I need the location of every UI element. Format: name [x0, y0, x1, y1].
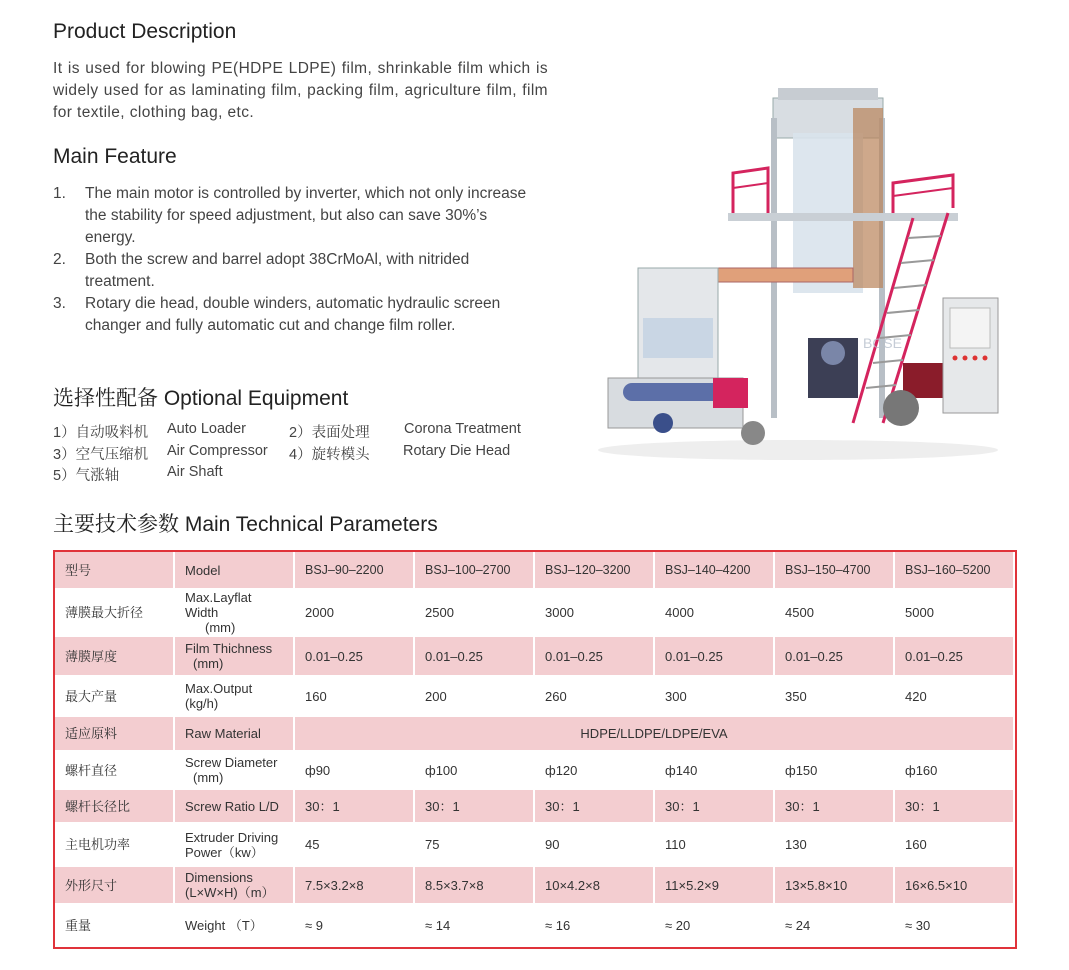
table-cell: 160 [295, 677, 415, 717]
param-en-line1: Film Thichness [185, 641, 273, 656]
table-cell: 200 [415, 677, 535, 717]
param-cn: 重量 [55, 905, 175, 947]
option-cn: 3）空气压缩机 [53, 446, 149, 463]
table-cell: 7.5×3.2×8 [295, 867, 415, 905]
param-en [175, 824, 295, 867]
table-cell: ф100 [415, 752, 535, 790]
option-en: Rotary Die Head [403, 442, 511, 459]
product-description-text: It is used for blowing PE(HDPE LDPE) film, shrinkable film which is widely used for as laminating film, packing film, agriculture film, film for textile, clothing bag, etc. [53, 60, 548, 121]
table-cell: BSJ–140–4200 [655, 552, 775, 590]
table-cell: 45 [295, 824, 415, 867]
table-cell: 30：1 [895, 790, 1015, 824]
param-en [175, 590, 295, 637]
param-en-line2: (mm) [205, 620, 236, 635]
table-cell: 0.01–0.25 [775, 637, 895, 677]
param-en-line2: (mm) [193, 656, 224, 671]
product-description-heading: Product Description [53, 20, 237, 43]
optional-equipment-heading: 选择性配备 Optional Equipment [53, 387, 349, 410]
param-en-line1: Extruder Driving [185, 829, 279, 845]
param-cn: 最大产量 [55, 677, 175, 717]
option-en: Auto Loader [167, 421, 247, 437]
param-cn: 适应原料 [55, 717, 175, 752]
param-en [175, 752, 295, 790]
table-cell: 0.01–0.25 [295, 637, 415, 677]
param-en-line2: (L×W×H)（m） [185, 885, 275, 900]
feature-item [53, 183, 533, 249]
table-cell: 13×5.8×10 [775, 867, 895, 905]
table-row [55, 790, 1015, 824]
table-row [55, 867, 1015, 905]
film-blowing-machine-image [583, 78, 1013, 470]
table-cell: 0.01–0.25 [415, 637, 535, 677]
param-cn: 型号 [55, 552, 175, 590]
table-row [55, 752, 1015, 790]
table-cell: 4000 [655, 590, 775, 637]
table-cell: ф90 [295, 752, 415, 790]
param-en: Model [175, 552, 295, 590]
table-cell: 8.5×3.7×8 [415, 867, 535, 905]
param-en: Max.Output (kg/h) [175, 677, 295, 717]
param-cn: 薄膜厚度 [55, 637, 175, 677]
table-cell: ф140 [655, 752, 775, 790]
feature-item [53, 293, 533, 337]
table-cell: 2500 [415, 590, 535, 637]
table-cell: ф150 [775, 752, 895, 790]
table-cell: 110 [655, 824, 775, 867]
param-en-line1: Screw Diameter [185, 755, 278, 770]
table-cell: ≈ 9 [295, 905, 415, 947]
param-cn: 螺杆长径比 [55, 790, 175, 824]
table-cell: ≈ 20 [655, 905, 775, 947]
table-cell: 4500 [775, 590, 895, 637]
param-en: Screw Ratio L/D [175, 790, 295, 824]
table-cell: 75 [415, 824, 535, 867]
param-en-line2: Power（kw） [185, 844, 264, 860]
table-cell: ≈ 24 [775, 905, 895, 947]
table-cell: 30：1 [535, 790, 655, 824]
feature-text: Rotary die head, double winders, automatic hydraulic screen changer and fully automatic cut and change film roller. [85, 295, 501, 334]
watermark-text: BOSE [863, 335, 902, 351]
table-cell: ф120 [535, 752, 655, 790]
table-cell: 30：1 [415, 790, 535, 824]
table-cell: ≈ 30 [895, 905, 1015, 947]
table-row [55, 717, 1015, 752]
table-cell: 30：1 [295, 790, 415, 824]
feature-list [53, 183, 533, 337]
feature-number: 1. [53, 185, 66, 202]
table-row [55, 905, 1015, 947]
table-cell: 260 [535, 677, 655, 717]
table-cell: 160 [895, 824, 1015, 867]
param-en-line1: Dimensions [185, 870, 253, 885]
table-cell: 0.01–0.25 [895, 637, 1015, 677]
table-cell: ф160 [895, 752, 1015, 790]
table-cell: 2000 [295, 590, 415, 637]
param-en [175, 637, 295, 677]
option-cn: 5）气涨轴 [53, 468, 120, 484]
table-row [55, 637, 1015, 677]
table-cell: 300 [655, 677, 775, 717]
option-cn: 4）旋转模头 [289, 446, 370, 463]
param-cn: 外形尺寸 [55, 867, 175, 905]
param-cn: 薄膜最大折径 [55, 590, 175, 637]
table-cell: 30：1 [655, 790, 775, 824]
table-cell: 0.01–0.25 [535, 637, 655, 677]
option-en: Air Compressor [167, 442, 268, 459]
table-cell-merged: HDPE/LLDPE/LDPE/EVA [295, 717, 1015, 752]
table-cell: 10×4.2×8 [535, 867, 655, 905]
option-en: Air Shaft [167, 464, 223, 480]
table-cell: BSJ–150–4700 [775, 552, 895, 590]
param-en-line1: Max.Layflat Width [185, 590, 252, 620]
param-cn: 主电机功率 [55, 824, 175, 867]
feature-item [53, 249, 533, 293]
param-cn: 螺杆直径 [55, 752, 175, 790]
table-row [55, 824, 1015, 867]
table-cell: ≈ 14 [415, 905, 535, 947]
param-en [175, 867, 295, 905]
table-cell: BSJ–120–3200 [535, 552, 655, 590]
table-row [55, 552, 1015, 590]
table-cell: 30：1 [775, 790, 895, 824]
table-cell: 90 [535, 824, 655, 867]
table-cell: ≈ 16 [535, 905, 655, 947]
table-cell: BSJ–100–2700 [415, 552, 535, 590]
optional-equipment-list [53, 421, 573, 486]
main-feature-heading: Main Feature [53, 145, 177, 168]
option-en: Corona Treatment [404, 421, 521, 437]
param-en: Raw Material [175, 717, 295, 752]
table-row [55, 677, 1015, 717]
table-cell: 5000 [895, 590, 1015, 637]
param-en: Weight （T） [175, 905, 295, 947]
table-cell: 3000 [535, 590, 655, 637]
table-cell: 420 [895, 677, 1015, 717]
option-cn: 2）表面处理 [289, 425, 370, 441]
feature-number: 2. [53, 251, 66, 268]
table-cell: 11×5.2×9 [655, 867, 775, 905]
table-cell: 350 [775, 677, 895, 717]
param-en-line2: (mm) [193, 770, 224, 785]
table-cell: 16×6.5×10 [895, 867, 1015, 905]
table-cell: 130 [775, 824, 895, 867]
feature-number: 3. [53, 295, 66, 312]
table-cell: BSJ–160–5200 [895, 552, 1015, 590]
parameters-heading: 主要技术参数 Main Technical Parameters [53, 513, 438, 536]
parameters-table [53, 550, 1017, 949]
feature-text: Both the screw and barrel adopt 38CrMoAl, with nitrided treatment. [85, 251, 470, 290]
option-cn: 1）自动吸料机 [53, 425, 149, 441]
table-row [55, 590, 1015, 637]
table-cell: BSJ–90–2200 [295, 552, 415, 590]
feature-text: The main motor is controlled by inverter, which not only increase the stability for speed adjustment, but also can save 30%’s energy. [85, 185, 527, 246]
table-cell: 0.01–0.25 [655, 637, 775, 677]
